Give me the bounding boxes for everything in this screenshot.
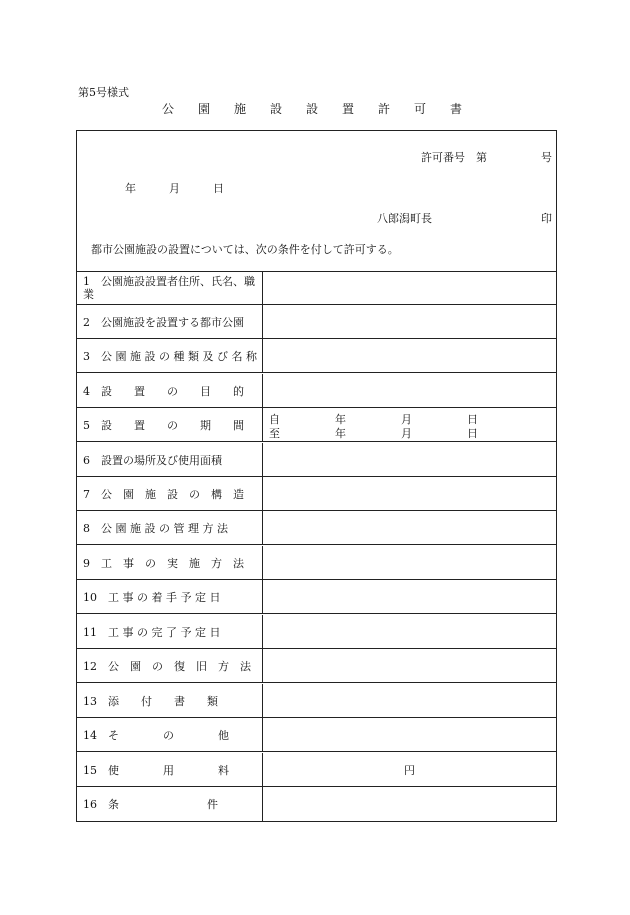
row-value	[263, 339, 556, 372]
row-value	[263, 374, 556, 407]
row-label: 2 公園施設を設置する都市公園	[83, 315, 244, 329]
permit-number-suffix: 号	[541, 151, 552, 164]
row-management	[77, 511, 556, 545]
row-restoration	[77, 649, 556, 683]
permit-form-frame	[76, 130, 557, 822]
seal-mark: 印	[541, 212, 552, 225]
row-value	[263, 408, 556, 441]
row-label: 14 そ の 他	[83, 728, 229, 742]
row-value	[263, 684, 556, 717]
row-value	[263, 443, 556, 476]
row-label: 13 添 付 書 類	[83, 694, 218, 708]
row-value	[263, 511, 556, 544]
document-title: 公 園 施 設 設 置 許 可 書	[161, 102, 468, 116]
row-value	[263, 615, 556, 648]
row-value	[263, 305, 556, 338]
row-conditions	[77, 787, 556, 821]
row-label: 8 公 園 施 設 の 管 理 方 法	[83, 521, 228, 535]
row-value	[263, 718, 556, 751]
row-structure	[77, 477, 556, 511]
row-completion-date	[77, 615, 556, 649]
row-value	[263, 477, 556, 510]
row-value	[263, 546, 556, 579]
row-label: 15 使 用 料	[83, 763, 229, 777]
period-from: 自 年 月 日	[269, 413, 478, 426]
row-label: 9 工 事 の 実 施 方 法	[83, 556, 244, 570]
permit-statement: 都市公園施設の設置については、次の条件を付して許可する。	[91, 243, 399, 256]
row-value	[263, 271, 556, 304]
permit-number-label: 許可番号 第	[421, 151, 487, 164]
row-label: 6 設置の場所及び使用面積	[83, 453, 222, 467]
row-construction-method	[77, 546, 556, 580]
row-label: 12 公 園 の 復 旧 方 法	[83, 659, 251, 673]
permit-header	[77, 131, 556, 272]
row-label: 3 公 園 施 設 の 種 類 及 び 名 称	[83, 349, 257, 363]
row-label: 16 条 件	[83, 798, 218, 811]
row-other	[77, 718, 556, 752]
period-to: 至 年 月 日	[269, 427, 478, 440]
form-number: 第5号様式	[78, 86, 129, 99]
issuer-name: 八郎潟町長	[377, 212, 432, 225]
row-park	[77, 305, 556, 339]
row-value	[263, 580, 556, 613]
row-label: 5 設 置 の 期 間	[83, 418, 244, 432]
row-label: 1 公園施設設置者住所、氏名、職 業	[83, 274, 255, 301]
row-value	[263, 753, 556, 786]
row-label: 4 設 置 の 目 的	[83, 384, 244, 398]
row-location-area	[77, 443, 556, 477]
row-applicant	[77, 271, 556, 305]
row-facility-type	[77, 339, 556, 373]
row-label: 7 公 園 施 設 の 構 造	[83, 487, 244, 501]
row-usage-fee	[77, 753, 556, 787]
row-attachments	[77, 684, 556, 718]
row-period	[77, 408, 556, 442]
row-start-date	[77, 580, 556, 614]
row-purpose	[77, 374, 556, 408]
date-line: 年 月 日	[125, 182, 224, 195]
row-label: 10 工 事 の 着 手 予 定 日	[83, 590, 221, 604]
fee-unit: 円	[404, 763, 415, 777]
row-value	[263, 649, 556, 682]
row-label: 11 工 事 の 完 了 予 定 日	[83, 625, 221, 639]
row-value	[263, 787, 556, 821]
